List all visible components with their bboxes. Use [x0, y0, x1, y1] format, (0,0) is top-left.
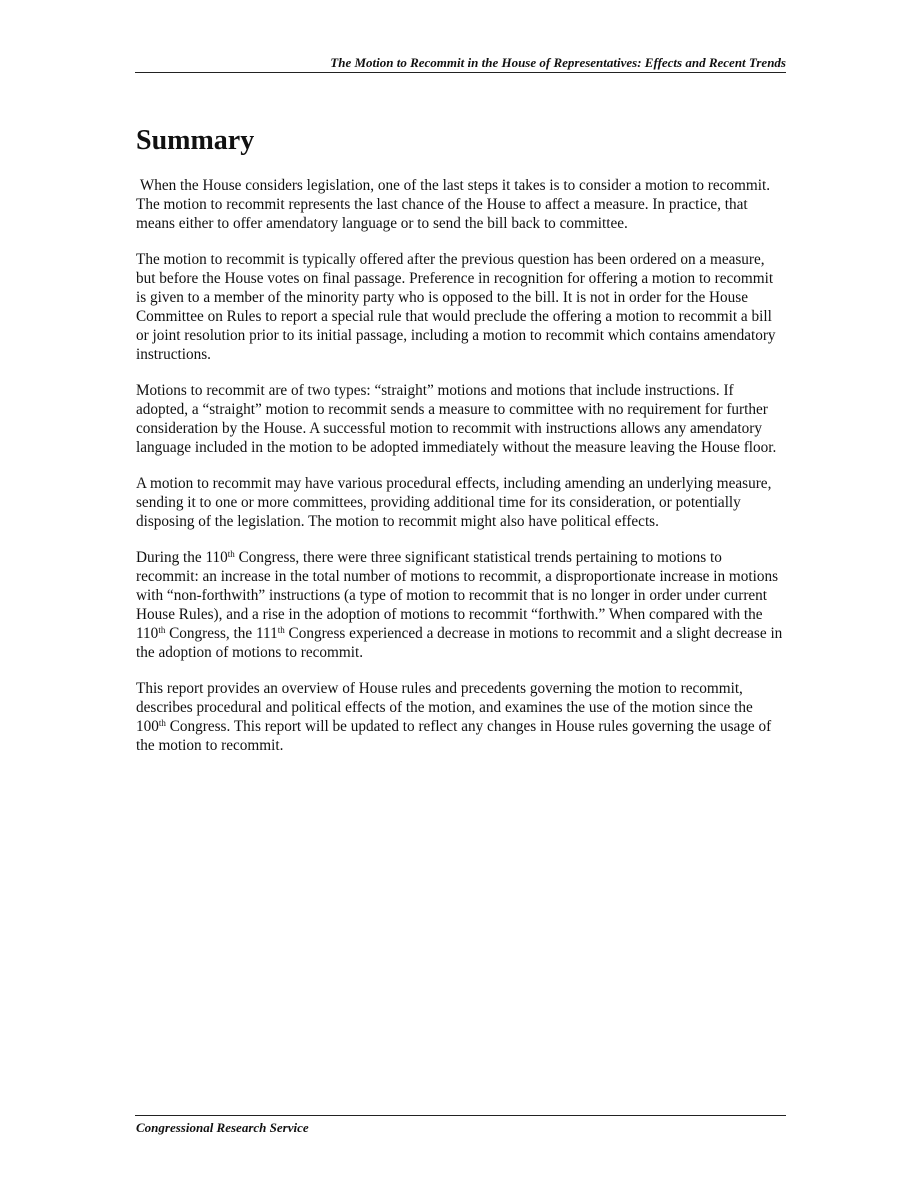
summary-paragraph-1: When the House considers legislation, one of the last steps it takes is to consider a motion to recommit. The motion to recommit represents the last chance of the House to affect a measure. In practice, that means either to offer amendatory language or to send the bill back to committee. [136, 177, 774, 232]
p5-text-d: Congress experienced a decrease in motions to recommit and a slight decrease in the adoption of motions to recommit. [136, 625, 783, 661]
footer-publisher: Congressional Research Service [136, 1120, 309, 1135]
summary-paragraph-4: A motion to recommit may have various procedural effects, including amending an underlying measure, sending it to one or more committees, providing additional time for its consideration, or potentially disposing of the legislation. The motion to recommit might also have political effects. [136, 475, 772, 530]
summary-paragraph-3: Motions to recommit are of two types: “straight” motions and motions that include instructions. If adopted, a “straight” motion to recommit sends a measure to committee with no requirement for further consideration by the House. A successful motion to recommit with instructions allows any amendatory language included in the motion to be adopted immediately without the measure leaving the House floor. [136, 382, 777, 456]
summary-heading: Summary [136, 125, 255, 156]
summary-paragraph-5 [136, 548, 784, 662]
summary-paragraph-6 [136, 679, 784, 755]
p5-text-a: During the 110 [136, 549, 228, 566]
ordinal-superscript: th [158, 718, 166, 728]
p5-text-b: Congress, there were three significant statistical trends pertaining to motions to recommit: an increase in the total number of motions to recommit, a disproportionate increase in motions with “non-forthwith” instructions (a type of motion to recommit that is no longer in order under current House Rules), and a rise in the adoption of motions to recommit “forthwith.” When compared with the 110 [136, 549, 779, 642]
summary-paragraph-2: The motion to recommit is typically offered after the previous question has been ordered on a measure, but before the House votes on final passage. Preference in recognition for offering a motion to recommit is given to a member of the minority party who is opposed to the bill. It is not in order for the House Committee on Rules to report a special rule that would preclude the offering a motion to recommit a bill or joint resolution prior to its initial passage, including a motion to recommit which contains amendatory instructions. [136, 251, 776, 363]
ordinal-superscript: th [277, 625, 285, 635]
p5-text-c: Congress, the 111 [165, 625, 278, 642]
p6-text-b: Congress. This report will be updated to reflect any changes in House rules governing the usage of the motion to recommit. [136, 718, 772, 754]
running-header-title: The Motion to Recommit in the House of Representatives: Effects and Recent Trends [330, 55, 786, 70]
ordinal-superscript: th [227, 549, 235, 559]
p6-text-a: This report provides an overview of House rules and precedents governing the motion to recommit, describes procedural and political effects of the motion, and examines the use of the motion since the 100 [136, 680, 753, 735]
footer-divider [135, 1115, 786, 1116]
summary-body [136, 176, 784, 772]
header-divider [135, 72, 786, 73]
ordinal-superscript: th [158, 625, 166, 635]
